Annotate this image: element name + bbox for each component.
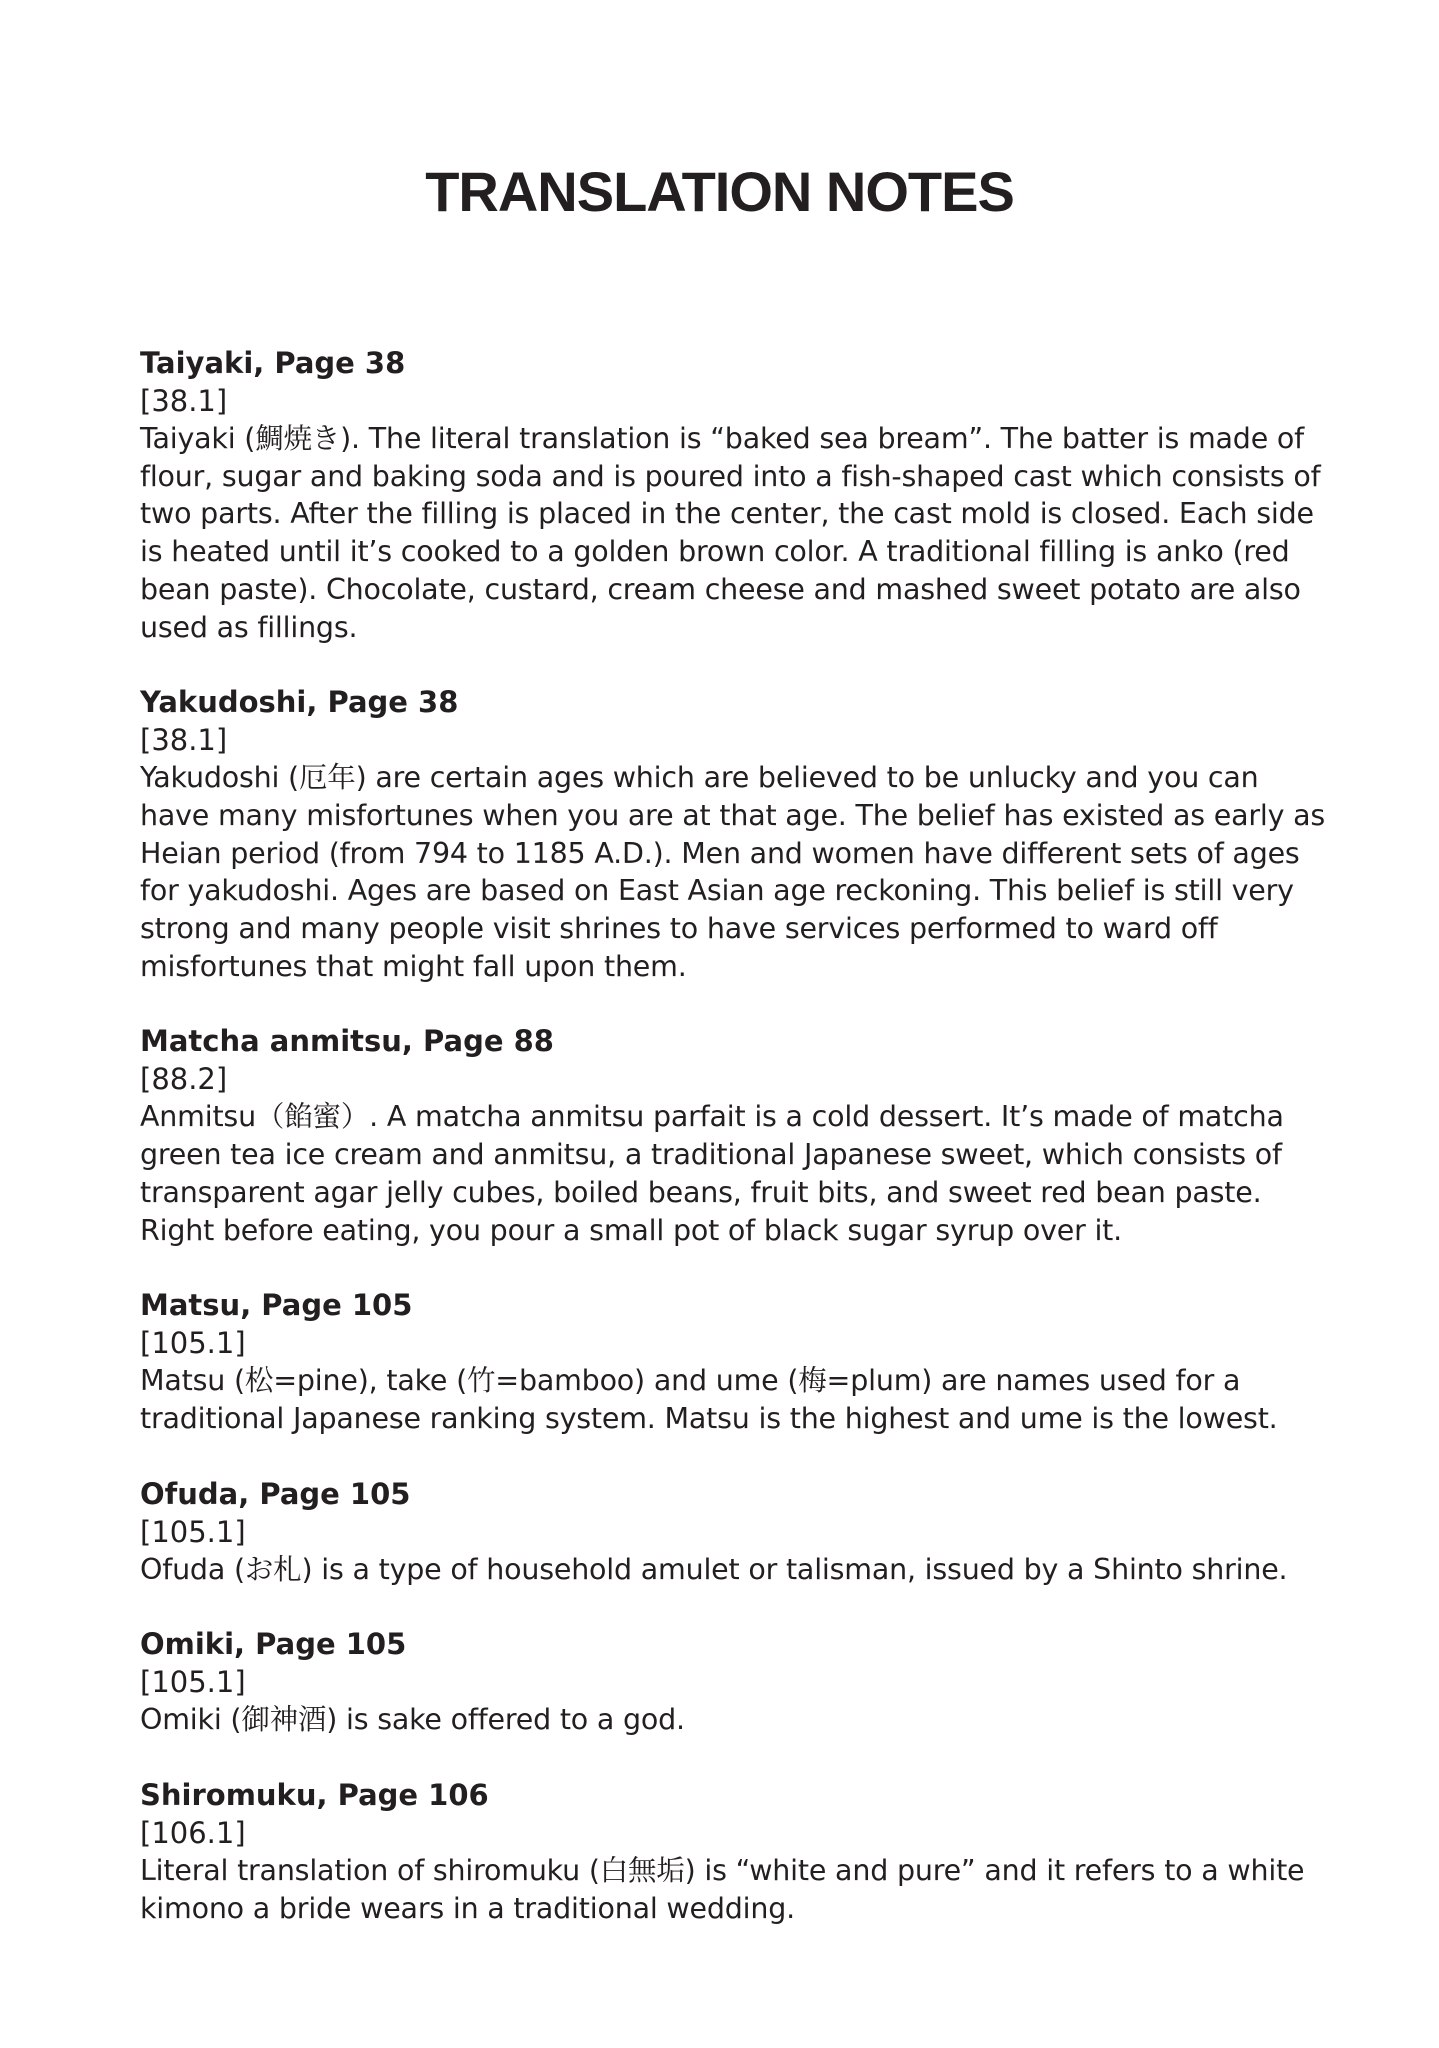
note-yakudoshi — [140, 683, 1330, 985]
note-body: Literal translation of shiromuku (白無垢) is “white and pure” and it refers to a white kimono a bride wears in a traditional wedding. — [140, 1854, 1305, 1925]
note-body: Ofuda (お札) is a type of household amulet or talisman, issued by a Shinto shrine. — [140, 1552, 1288, 1586]
note-reference: [105.1] — [140, 1514, 246, 1549]
note-body: Matsu (松=pine), take (竹=bamboo) and ume (梅=plum) are names used for a traditional Japanese ranking system. Matsu is the highest and ume is the lowest. — [140, 1364, 1278, 1435]
note-heading: Taiyaki, Page 38 — [140, 346, 406, 380]
note-reference: [105.1] — [140, 1665, 246, 1700]
note-heading: Matsu, Page 105 — [140, 1288, 413, 1323]
note-body: Taiyaki (鯛焼き). The literal translation is “baked sea bream”. The batter is made of flour, sugar and baking soda and is poured into a fish-shaped cast which consists of two parts. After the filling is placed in the center, the cast mold is closed. Each side is heated until it’s cooked to a golden brown color. A traditional filling is anko (red bean paste). Chocolate, custard, cream cheese and mashed sweet potato are also used as fillings. — [140, 422, 1321, 644]
note-ofuda — [140, 1475, 1330, 1589]
note-matsu — [140, 1286, 1330, 1437]
note-reference: [106.1] — [140, 1816, 246, 1851]
note-reference: [38.1] — [140, 384, 228, 418]
note-heading: Yakudoshi, Page 38 — [140, 685, 459, 720]
note-body: Yakudoshi (厄年) are certain ages which are believed to be unlucky and you can have many misfortunes when you are at that age. The belief has existed as early as Heian period (from 794 to 1185 A.D.). Men and women have different sets of ages for yakudoshi. Ages are based on East Asian age reckoning. This belief is still very strong and many people visit shrines to have services performed to ward off misfortunes that might fall upon them. — [140, 761, 1326, 983]
note-shiromuku — [140, 1776, 1330, 1927]
note-body: Omiki (御神酒) is sake offered to a god. — [140, 1703, 685, 1737]
note-matcha-anmitsu — [140, 1022, 1330, 1249]
note-heading: Omiki, Page 105 — [140, 1627, 407, 1662]
note-reference: [88.2] — [140, 1062, 228, 1097]
notes-list — [140, 344, 1330, 1964]
note-heading: Ofuda, Page 105 — [140, 1476, 411, 1511]
note-reference: [105.1] — [140, 1326, 246, 1361]
note-body: Anmitsu（餡蜜）. A matcha anmitsu parfait is a cold dessert. It’s made of matcha green tea ice cream and anmitsu, a traditional Japanese sweet, which consists of transparent agar jelly cubes, boiled beans, fruit bits, and sweet red bean paste. Right before eating, you pour a small pot of black sugar syrup over it. — [140, 1100, 1284, 1247]
page-title: TRANSLATION NOTES — [425, 160, 1014, 223]
note-heading: Matcha anmitsu, Page 88 — [140, 1024, 554, 1059]
note-omiki — [140, 1625, 1330, 1739]
note-taiyaki — [140, 344, 1330, 646]
note-heading: Shiromuku, Page 106 — [140, 1778, 489, 1813]
note-reference: [38.1] — [140, 723, 228, 758]
